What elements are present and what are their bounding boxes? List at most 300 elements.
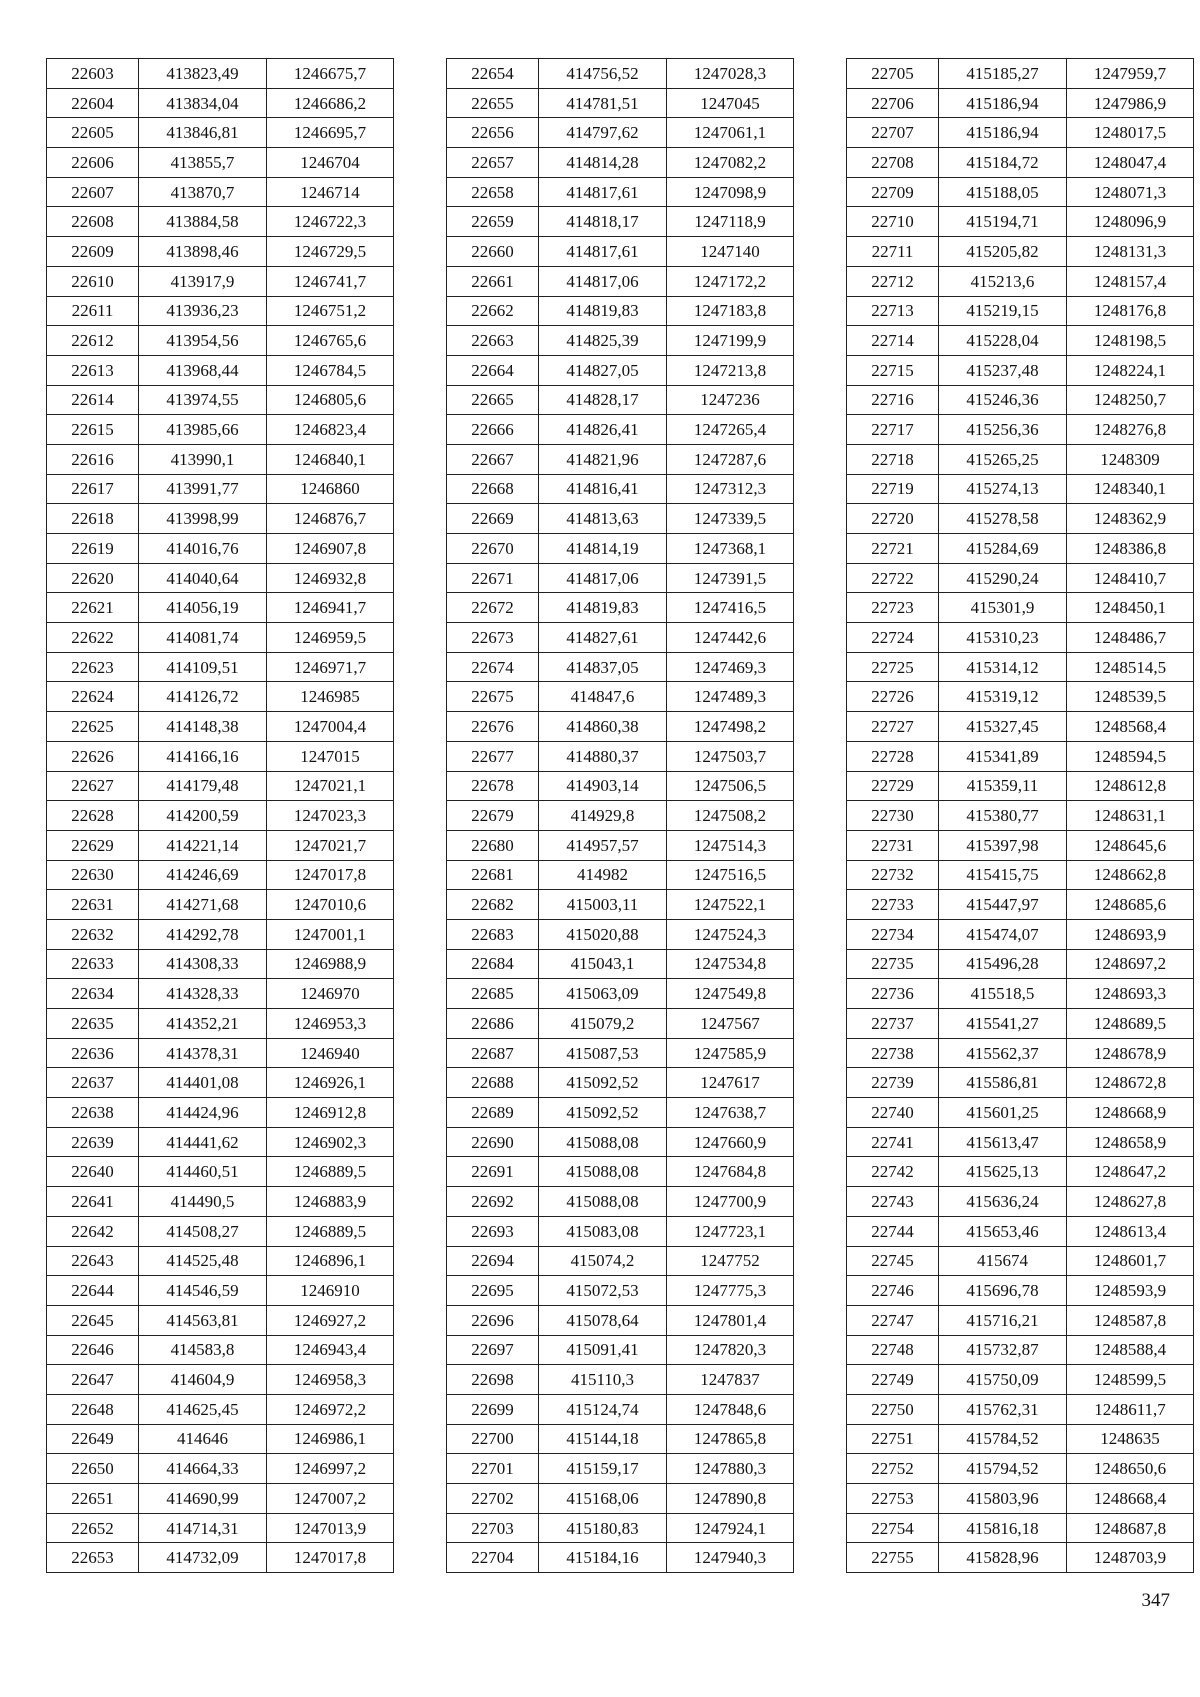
y-coordinate-cell: 1247837 bbox=[667, 1365, 794, 1395]
table-row bbox=[447, 88, 794, 118]
x-coordinate-cell: 414814,19 bbox=[539, 534, 667, 564]
point-id-cell: 22652 bbox=[47, 1513, 139, 1543]
point-id-cell: 22714 bbox=[847, 326, 939, 356]
point-id-cell: 22711 bbox=[847, 237, 939, 267]
point-id-cell: 22716 bbox=[847, 385, 939, 415]
table-row bbox=[47, 237, 394, 267]
point-id-cell: 22705 bbox=[847, 59, 939, 89]
table-row bbox=[47, 1127, 394, 1157]
table-row bbox=[447, 860, 794, 890]
point-id-cell: 22704 bbox=[447, 1543, 539, 1573]
x-coordinate-cell: 413855,7 bbox=[139, 148, 267, 178]
table-row bbox=[847, 296, 1194, 326]
point-id-cell: 22636 bbox=[47, 1038, 139, 1068]
table-row bbox=[847, 979, 1194, 1009]
table-row bbox=[47, 1276, 394, 1306]
y-coordinate-cell: 1248599,5 bbox=[1067, 1365, 1194, 1395]
point-id-cell: 22725 bbox=[847, 652, 939, 682]
table-row bbox=[47, 1305, 394, 1335]
point-id-cell: 22635 bbox=[47, 1009, 139, 1039]
table-row bbox=[47, 890, 394, 920]
point-id-cell: 22631 bbox=[47, 890, 139, 920]
x-coordinate-cell: 415586,81 bbox=[939, 1068, 1067, 1098]
table-row bbox=[47, 1098, 394, 1128]
y-coordinate-cell: 1246972,2 bbox=[267, 1394, 394, 1424]
y-coordinate-cell: 1247339,5 bbox=[667, 504, 794, 534]
x-coordinate-cell: 414401,08 bbox=[139, 1068, 267, 1098]
table-row bbox=[847, 1068, 1194, 1098]
y-coordinate-cell: 1248362,9 bbox=[1067, 504, 1194, 534]
table-row bbox=[447, 504, 794, 534]
table-row bbox=[447, 444, 794, 474]
y-coordinate-cell: 1248647,2 bbox=[1067, 1157, 1194, 1187]
point-id-cell: 22737 bbox=[847, 1009, 939, 1039]
table-row bbox=[447, 1305, 794, 1335]
x-coordinate-cell: 415087,53 bbox=[539, 1038, 667, 1068]
point-id-cell: 22739 bbox=[847, 1068, 939, 1098]
point-id-cell: 22670 bbox=[447, 534, 539, 564]
x-coordinate-cell: 415301,9 bbox=[939, 593, 1067, 623]
point-id-cell: 22629 bbox=[47, 830, 139, 860]
point-id-cell: 22627 bbox=[47, 771, 139, 801]
y-coordinate-cell: 1247118,9 bbox=[667, 207, 794, 237]
point-id-cell: 22745 bbox=[847, 1246, 939, 1276]
table-row bbox=[847, 534, 1194, 564]
x-coordinate-cell: 414563,81 bbox=[139, 1305, 267, 1335]
y-coordinate-cell: 1248071,3 bbox=[1067, 177, 1194, 207]
table-row bbox=[47, 1365, 394, 1395]
y-coordinate-cell: 1248635 bbox=[1067, 1424, 1194, 1454]
y-coordinate-cell: 1248047,4 bbox=[1067, 148, 1194, 178]
point-id-cell: 22693 bbox=[447, 1216, 539, 1246]
point-id-cell: 22664 bbox=[447, 355, 539, 385]
y-coordinate-cell: 1247236 bbox=[667, 385, 794, 415]
table-row bbox=[447, 1216, 794, 1246]
point-id-cell: 22721 bbox=[847, 534, 939, 564]
y-coordinate-cell: 1247514,3 bbox=[667, 830, 794, 860]
y-coordinate-cell: 1248568,4 bbox=[1067, 712, 1194, 742]
point-id-cell: 22645 bbox=[47, 1305, 139, 1335]
y-coordinate-cell: 1246729,5 bbox=[267, 237, 394, 267]
x-coordinate-cell: 413954,56 bbox=[139, 326, 267, 356]
point-id-cell: 22744 bbox=[847, 1216, 939, 1246]
table-row bbox=[447, 59, 794, 89]
x-coordinate-cell: 415092,52 bbox=[539, 1098, 667, 1128]
point-id-cell: 22709 bbox=[847, 177, 939, 207]
table-row bbox=[47, 949, 394, 979]
y-coordinate-cell: 1247865,8 bbox=[667, 1424, 794, 1454]
table-row bbox=[447, 1394, 794, 1424]
y-coordinate-cell: 1246883,9 bbox=[267, 1187, 394, 1217]
point-id-cell: 22690 bbox=[447, 1127, 539, 1157]
point-id-cell: 22699 bbox=[447, 1394, 539, 1424]
x-coordinate-cell: 415653,46 bbox=[939, 1216, 1067, 1246]
y-coordinate-cell: 1246805,6 bbox=[267, 385, 394, 415]
point-id-cell: 22656 bbox=[447, 118, 539, 148]
y-coordinate-cell: 1248250,7 bbox=[1067, 385, 1194, 415]
y-coordinate-cell: 1247684,8 bbox=[667, 1157, 794, 1187]
y-coordinate-cell: 1248703,9 bbox=[1067, 1543, 1194, 1573]
x-coordinate-cell: 414880,37 bbox=[539, 741, 667, 771]
y-coordinate-cell: 1247524,3 bbox=[667, 919, 794, 949]
point-id-cell: 22673 bbox=[447, 623, 539, 653]
y-coordinate-cell: 1248176,8 bbox=[1067, 296, 1194, 326]
y-coordinate-cell: 1246902,3 bbox=[267, 1127, 394, 1157]
point-id-cell: 22648 bbox=[47, 1394, 139, 1424]
x-coordinate-cell: 414328,33 bbox=[139, 979, 267, 1009]
point-id-cell: 22661 bbox=[447, 266, 539, 296]
x-coordinate-cell: 414957,57 bbox=[539, 830, 667, 860]
page-number: 347 bbox=[1141, 1590, 1170, 1611]
table-row bbox=[47, 860, 394, 890]
point-id-cell: 22659 bbox=[447, 207, 539, 237]
y-coordinate-cell: 1247775,3 bbox=[667, 1276, 794, 1306]
x-coordinate-cell: 414903,14 bbox=[539, 771, 667, 801]
y-coordinate-cell: 1247045 bbox=[667, 88, 794, 118]
x-coordinate-cell: 414828,17 bbox=[539, 385, 667, 415]
point-id-cell: 22607 bbox=[47, 177, 139, 207]
x-coordinate-cell: 415079,2 bbox=[539, 1009, 667, 1039]
table-row bbox=[447, 1276, 794, 1306]
y-coordinate-cell: 1247534,8 bbox=[667, 949, 794, 979]
x-coordinate-cell: 414814,28 bbox=[539, 148, 667, 178]
y-coordinate-cell: 1248650,6 bbox=[1067, 1454, 1194, 1484]
x-coordinate-cell: 413991,77 bbox=[139, 474, 267, 504]
table-row bbox=[47, 326, 394, 356]
table-row bbox=[47, 1068, 394, 1098]
point-id-cell: 22677 bbox=[447, 741, 539, 771]
point-id-cell: 22605 bbox=[47, 118, 139, 148]
table-row bbox=[47, 1543, 394, 1573]
point-id-cell: 22746 bbox=[847, 1276, 939, 1306]
point-id-cell: 22672 bbox=[447, 593, 539, 623]
x-coordinate-cell: 415327,45 bbox=[939, 712, 1067, 742]
x-coordinate-cell: 414818,17 bbox=[539, 207, 667, 237]
point-id-cell: 22680 bbox=[447, 830, 539, 860]
point-id-cell: 22626 bbox=[47, 741, 139, 771]
x-coordinate-cell: 415246,36 bbox=[939, 385, 1067, 415]
x-coordinate-cell: 414816,41 bbox=[539, 474, 667, 504]
point-id-cell: 22650 bbox=[47, 1454, 139, 1484]
point-id-cell: 22646 bbox=[47, 1335, 139, 1365]
table-row bbox=[47, 1424, 394, 1454]
x-coordinate-cell: 414825,39 bbox=[539, 326, 667, 356]
y-coordinate-cell: 1248386,8 bbox=[1067, 534, 1194, 564]
table-row bbox=[47, 682, 394, 712]
y-coordinate-cell: 1246751,2 bbox=[267, 296, 394, 326]
x-coordinate-cell: 415078,64 bbox=[539, 1305, 667, 1335]
point-id-cell: 22727 bbox=[847, 712, 939, 742]
point-id-cell: 22679 bbox=[447, 801, 539, 831]
y-coordinate-cell: 1248685,6 bbox=[1067, 890, 1194, 920]
y-coordinate-cell: 1246889,5 bbox=[267, 1157, 394, 1187]
table-row bbox=[47, 1009, 394, 1039]
x-coordinate-cell: 415256,36 bbox=[939, 415, 1067, 445]
x-coordinate-cell: 415716,21 bbox=[939, 1305, 1067, 1335]
point-id-cell: 22657 bbox=[447, 148, 539, 178]
x-coordinate-cell: 414352,21 bbox=[139, 1009, 267, 1039]
point-id-cell: 22754 bbox=[847, 1513, 939, 1543]
x-coordinate-cell: 414646 bbox=[139, 1424, 267, 1454]
y-coordinate-cell: 1247140 bbox=[667, 237, 794, 267]
table-row bbox=[447, 385, 794, 415]
x-coordinate-cell: 414490,5 bbox=[139, 1187, 267, 1217]
point-id-cell: 22669 bbox=[447, 504, 539, 534]
x-coordinate-cell: 415562,37 bbox=[939, 1038, 1067, 1068]
y-coordinate-cell: 1247287,6 bbox=[667, 444, 794, 474]
x-coordinate-cell: 415091,41 bbox=[539, 1335, 667, 1365]
y-coordinate-cell: 1248309 bbox=[1067, 444, 1194, 474]
table-row bbox=[447, 296, 794, 326]
table-row bbox=[847, 1454, 1194, 1484]
table-row bbox=[447, 563, 794, 593]
x-coordinate-cell: 414546,59 bbox=[139, 1276, 267, 1306]
x-coordinate-cell: 415168,06 bbox=[539, 1484, 667, 1514]
coordinates-table-1 bbox=[46, 58, 394, 1573]
point-id-cell: 22665 bbox=[447, 385, 539, 415]
table-row bbox=[47, 444, 394, 474]
point-id-cell: 22643 bbox=[47, 1246, 139, 1276]
y-coordinate-cell: 1248645,6 bbox=[1067, 830, 1194, 860]
y-coordinate-cell: 1248668,4 bbox=[1067, 1484, 1194, 1514]
table-row bbox=[47, 741, 394, 771]
y-coordinate-cell: 1246941,7 bbox=[267, 593, 394, 623]
x-coordinate-cell: 414378,31 bbox=[139, 1038, 267, 1068]
point-id-cell: 22633 bbox=[47, 949, 139, 979]
x-coordinate-cell: 415625,13 bbox=[939, 1157, 1067, 1187]
x-coordinate-cell: 413968,44 bbox=[139, 355, 267, 385]
table-row bbox=[847, 444, 1194, 474]
table-row bbox=[847, 949, 1194, 979]
point-id-cell: 22685 bbox=[447, 979, 539, 1009]
table-row bbox=[47, 534, 394, 564]
point-id-cell: 22644 bbox=[47, 1276, 139, 1306]
y-coordinate-cell: 1246840,1 bbox=[267, 444, 394, 474]
table-row bbox=[847, 177, 1194, 207]
table-row bbox=[47, 266, 394, 296]
y-coordinate-cell: 1247489,3 bbox=[667, 682, 794, 712]
table-row bbox=[847, 1394, 1194, 1424]
x-coordinate-cell: 415696,78 bbox=[939, 1276, 1067, 1306]
y-coordinate-cell: 1248693,9 bbox=[1067, 919, 1194, 949]
table-row bbox=[847, 1246, 1194, 1276]
y-coordinate-cell: 1247017,8 bbox=[267, 1543, 394, 1573]
point-id-cell: 22660 bbox=[447, 237, 539, 267]
point-id-cell: 22611 bbox=[47, 296, 139, 326]
point-id-cell: 22638 bbox=[47, 1098, 139, 1128]
x-coordinate-cell: 414179,48 bbox=[139, 771, 267, 801]
y-coordinate-cell: 1248224,1 bbox=[1067, 355, 1194, 385]
point-id-cell: 22715 bbox=[847, 355, 939, 385]
x-coordinate-cell: 414847,6 bbox=[539, 682, 667, 712]
table-row bbox=[847, 682, 1194, 712]
table-row bbox=[47, 830, 394, 860]
table-row bbox=[47, 59, 394, 89]
table-row bbox=[847, 1513, 1194, 1543]
table-row bbox=[447, 741, 794, 771]
y-coordinate-cell: 1248612,8 bbox=[1067, 771, 1194, 801]
y-coordinate-cell: 1247199,9 bbox=[667, 326, 794, 356]
table-row bbox=[47, 1246, 394, 1276]
y-coordinate-cell: 1247503,7 bbox=[667, 741, 794, 771]
point-id-cell: 22606 bbox=[47, 148, 139, 178]
x-coordinate-cell: 415732,87 bbox=[939, 1335, 1067, 1365]
y-coordinate-cell: 1247013,9 bbox=[267, 1513, 394, 1543]
x-coordinate-cell: 414525,48 bbox=[139, 1246, 267, 1276]
point-id-cell: 22622 bbox=[47, 623, 139, 653]
y-coordinate-cell: 1247940,3 bbox=[667, 1543, 794, 1573]
point-id-cell: 22653 bbox=[47, 1543, 139, 1573]
y-coordinate-cell: 1246860 bbox=[267, 474, 394, 504]
y-coordinate-cell: 1247522,1 bbox=[667, 890, 794, 920]
table-row bbox=[47, 355, 394, 385]
x-coordinate-cell: 413974,55 bbox=[139, 385, 267, 415]
point-id-cell: 22707 bbox=[847, 118, 939, 148]
x-coordinate-cell: 415092,52 bbox=[539, 1068, 667, 1098]
y-coordinate-cell: 1247848,6 bbox=[667, 1394, 794, 1424]
table-row bbox=[847, 266, 1194, 296]
point-id-cell: 22651 bbox=[47, 1484, 139, 1514]
y-coordinate-cell: 1247265,4 bbox=[667, 415, 794, 445]
x-coordinate-cell: 413917,9 bbox=[139, 266, 267, 296]
y-coordinate-cell: 1247801,4 bbox=[667, 1305, 794, 1335]
point-id-cell: 22752 bbox=[847, 1454, 939, 1484]
x-coordinate-cell: 415186,94 bbox=[939, 88, 1067, 118]
y-coordinate-cell: 1247752 bbox=[667, 1246, 794, 1276]
table-row bbox=[847, 563, 1194, 593]
table-row bbox=[847, 1038, 1194, 1068]
y-coordinate-cell: 1248157,4 bbox=[1067, 266, 1194, 296]
table-row bbox=[447, 1335, 794, 1365]
y-coordinate-cell: 1246943,4 bbox=[267, 1335, 394, 1365]
y-coordinate-cell: 1248613,4 bbox=[1067, 1216, 1194, 1246]
table-row bbox=[447, 207, 794, 237]
y-coordinate-cell: 1247498,2 bbox=[667, 712, 794, 742]
y-coordinate-cell: 1248450,1 bbox=[1067, 593, 1194, 623]
x-coordinate-cell: 414817,61 bbox=[539, 237, 667, 267]
x-coordinate-cell: 414756,52 bbox=[539, 59, 667, 89]
y-coordinate-cell: 1248631,1 bbox=[1067, 801, 1194, 831]
table-row bbox=[447, 652, 794, 682]
point-id-cell: 22729 bbox=[847, 771, 939, 801]
table-row bbox=[47, 118, 394, 148]
table-row bbox=[47, 415, 394, 445]
x-coordinate-cell: 415159,17 bbox=[539, 1454, 667, 1484]
table-row bbox=[847, 474, 1194, 504]
y-coordinate-cell: 1248276,8 bbox=[1067, 415, 1194, 445]
y-coordinate-cell: 1247890,8 bbox=[667, 1484, 794, 1514]
point-id-cell: 22723 bbox=[847, 593, 939, 623]
x-coordinate-cell: 415088,08 bbox=[539, 1157, 667, 1187]
x-coordinate-cell: 414817,61 bbox=[539, 177, 667, 207]
table-row bbox=[447, 1246, 794, 1276]
x-coordinate-cell: 415474,07 bbox=[939, 919, 1067, 949]
x-coordinate-cell: 415274,13 bbox=[939, 474, 1067, 504]
y-coordinate-cell: 1247017,8 bbox=[267, 860, 394, 890]
table-row bbox=[447, 1424, 794, 1454]
table-row bbox=[447, 1009, 794, 1039]
x-coordinate-cell: 414690,99 bbox=[139, 1484, 267, 1514]
y-coordinate-cell: 1247021,7 bbox=[267, 830, 394, 860]
x-coordinate-cell: 414982 bbox=[539, 860, 667, 890]
table-row bbox=[447, 266, 794, 296]
y-coordinate-cell: 1248131,3 bbox=[1067, 237, 1194, 267]
point-id-cell: 22630 bbox=[47, 860, 139, 890]
table-row bbox=[447, 1157, 794, 1187]
point-id-cell: 22620 bbox=[47, 563, 139, 593]
table-row bbox=[447, 801, 794, 831]
x-coordinate-cell: 415083,08 bbox=[539, 1216, 667, 1246]
table-row bbox=[47, 1335, 394, 1365]
point-id-cell: 22647 bbox=[47, 1365, 139, 1395]
y-coordinate-cell: 1247924,1 bbox=[667, 1513, 794, 1543]
x-coordinate-cell: 414817,06 bbox=[539, 266, 667, 296]
y-coordinate-cell: 1246741,7 bbox=[267, 266, 394, 296]
table-row bbox=[847, 207, 1194, 237]
x-coordinate-cell: 415518,5 bbox=[939, 979, 1067, 1009]
y-coordinate-cell: 1247660,9 bbox=[667, 1127, 794, 1157]
table-row bbox=[847, 860, 1194, 890]
point-id-cell: 22730 bbox=[847, 801, 939, 831]
table-row bbox=[847, 741, 1194, 771]
x-coordinate-cell: 414860,38 bbox=[539, 712, 667, 742]
x-coordinate-cell: 415613,47 bbox=[939, 1127, 1067, 1157]
table-row bbox=[447, 1127, 794, 1157]
table-row bbox=[447, 474, 794, 504]
table-row bbox=[447, 415, 794, 445]
point-id-cell: 22718 bbox=[847, 444, 939, 474]
x-coordinate-cell: 413884,58 bbox=[139, 207, 267, 237]
point-id-cell: 22623 bbox=[47, 652, 139, 682]
x-coordinate-cell: 413998,99 bbox=[139, 504, 267, 534]
point-id-cell: 22671 bbox=[447, 563, 539, 593]
coordinates-table-2 bbox=[446, 58, 794, 1573]
x-coordinate-cell: 415188,05 bbox=[939, 177, 1067, 207]
point-id-cell: 22618 bbox=[47, 504, 139, 534]
table-row bbox=[47, 296, 394, 326]
point-id-cell: 22604 bbox=[47, 88, 139, 118]
table-row bbox=[847, 415, 1194, 445]
table-row bbox=[47, 207, 394, 237]
x-coordinate-cell: 415219,15 bbox=[939, 296, 1067, 326]
point-id-cell: 22694 bbox=[447, 1246, 539, 1276]
x-coordinate-cell: 415290,24 bbox=[939, 563, 1067, 593]
x-coordinate-cell: 415314,12 bbox=[939, 652, 1067, 682]
point-id-cell: 22740 bbox=[847, 1098, 939, 1128]
table-row bbox=[47, 712, 394, 742]
point-id-cell: 22628 bbox=[47, 801, 139, 831]
x-coordinate-cell: 414081,74 bbox=[139, 623, 267, 653]
x-coordinate-cell: 415205,82 bbox=[939, 237, 1067, 267]
y-coordinate-cell: 1247516,5 bbox=[667, 860, 794, 890]
table-row bbox=[447, 890, 794, 920]
point-id-cell: 22697 bbox=[447, 1335, 539, 1365]
table-row bbox=[47, 623, 394, 653]
x-coordinate-cell: 414246,69 bbox=[139, 860, 267, 890]
point-id-cell: 22634 bbox=[47, 979, 139, 1009]
y-coordinate-cell: 1248672,8 bbox=[1067, 1068, 1194, 1098]
x-coordinate-cell: 415447,97 bbox=[939, 890, 1067, 920]
table-row bbox=[447, 771, 794, 801]
table-row bbox=[447, 712, 794, 742]
table-row bbox=[447, 979, 794, 1009]
table-row bbox=[847, 148, 1194, 178]
table-row bbox=[447, 1365, 794, 1395]
x-coordinate-cell: 415003,11 bbox=[539, 890, 667, 920]
table-row bbox=[47, 593, 394, 623]
y-coordinate-cell: 1247880,3 bbox=[667, 1454, 794, 1484]
x-coordinate-cell: 414817,06 bbox=[539, 563, 667, 593]
